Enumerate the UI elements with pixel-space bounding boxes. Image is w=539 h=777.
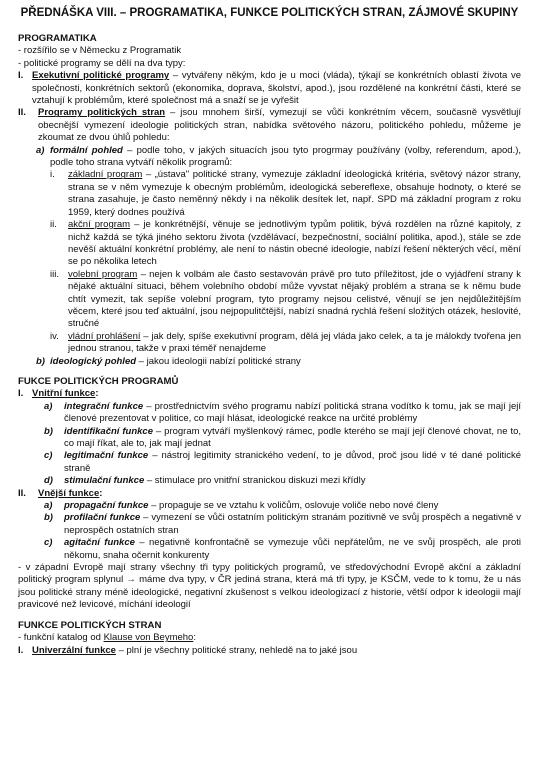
item-marker: II. [18, 487, 26, 499]
item-text: – prostřednictvím svého programu nabízí politická strana vodítko k tomu, jak se mají její členové prezentovat v politice, co mají hlásat, ideologické reakce na určité problémy [64, 400, 521, 425]
line-prefix: - funkční katalog od [18, 632, 104, 644]
item-text: – jak dely, spíše exekutivní program, dělá jej vláda jako celek, a ta je málokdy tvořena jen jednou stranou, takže v praxi téměř nenajdeme [68, 330, 521, 355]
item-body [68, 269, 521, 331]
item-body [64, 450, 521, 475]
letter-item-d [18, 475, 521, 487]
line-suffix: : [193, 632, 196, 644]
letter-item-c [18, 450, 521, 475]
item-marker: c) [44, 450, 53, 462]
page-title: PŘEDNÁŠKA VIII. – PROGRAMATIKA, FUNKCE POLITICKÝCH STRAN, ZÁJMOVÉ SKUPINY [20, 7, 519, 19]
item-text: – propaguje se ve vztahu k voličům, oslovuje voliče nebo nové členy [148, 500, 439, 512]
letter-item-b [18, 512, 521, 537]
sub-item-ii [18, 219, 521, 269]
item-term: propagační funkce [64, 500, 149, 512]
item-term: základní program [68, 169, 143, 181]
item-marker: b) [44, 425, 53, 437]
item-term: legitimační funkce [64, 450, 149, 462]
item-text: : [95, 388, 99, 400]
item-body [68, 169, 521, 219]
letter-item-b [18, 356, 521, 368]
item-marker: I. [18, 70, 24, 82]
item-term: ideologický pohled [50, 355, 137, 367]
letter-item-a [18, 500, 521, 512]
letter-item-b [18, 426, 521, 451]
item-term: Exekutivní politické programy [32, 70, 170, 82]
item-marker: I. [18, 644, 24, 656]
item-term: formální pohled [50, 144, 123, 156]
item-term: volební program [68, 268, 138, 280]
spacer [18, 368, 521, 376]
roman-item-II [18, 488, 521, 500]
item-body [64, 475, 521, 487]
item-text: – stimulace pro vnitřní stranickou diskuzi mezi křídly [144, 475, 366, 487]
item-term: vládní prohlášení [68, 330, 141, 342]
item-text: – plní je všechny politické strany, nehledě na to jaké jsou [115, 644, 358, 656]
item-text: – je konkrétnější, věnuje se jednotlivým typům politik, bývá rozdělen na různé kapitoly, z nichž každá se týká jiného sektoru života (vzdělávací, bezpečnostní, sociální politika, apod.), stále se zde nevěší aktuální konkrétní problémy, ale není to nástin obecné ideologie, nabízí řešení některých věcí, mění se po několika letech [68, 219, 521, 268]
section-heading-funkce-programu: FUKCE POLITICKÝCH PROGRAMŮ [18, 375, 179, 387]
item-body [32, 388, 521, 400]
item-marker: iv. [50, 330, 59, 342]
item-body [68, 219, 521, 269]
item-body [38, 488, 521, 500]
item-text: – jsou mnohem širší, vymezují se vůči konkrétním věcem, současně vysvětlují obecnější vymezení ideologie politických stran, nabídka světového názoru, politického pohledu, můžeme je zkoumat ze dvou úhlů pohledu: [38, 107, 522, 144]
item-term: Vnější funkce [38, 487, 100, 499]
item-marker: i. [50, 169, 55, 181]
item-marker: ii. [50, 219, 57, 231]
item-text: – nejen k volbám ale často sestavován právě pro tuto příležitost, jde o vyjádření strany k nějaké aktuální situaci, během volebního období může vyvstat nějaký problém a strana se k němu bude chtít vymezit, tak sepíše volební program, tyto programy nejsou celistvé, věnují se jen nejdůležitějším věcem, které jsou teď aktuální, jsou nejpopulitčtější, nabízí snadná rychlá řešení složitých otázek, heslovité, stručné [68, 268, 521, 330]
bullet-line: - rozšířilo se v Německu z Programatik [18, 45, 182, 57]
letter-item-c [18, 537, 521, 562]
item-text: – „ústava" politické strany, vymezuje základní ideologická kritéria, světový názor strany, strana se v něm vymezuje k obecným problémům, ideologická sebereflexe, obsahuje hodnoty, o které se strana zasahuje, je často neměnný někdy i na několik desítek let, např. SPD má základní program z roku 1959, který dodnes používá [68, 169, 521, 218]
item-marker: a) [44, 500, 53, 512]
item-marker: II. [18, 107, 26, 119]
bullet-line: - politické programy se dělí na dva typy: [18, 57, 186, 69]
item-term: Programy politických stran [38, 107, 166, 119]
bullet-line [18, 632, 521, 644]
section-heading-funkce-stran: FUNKCE POLITICKÝCH STRAN [18, 619, 162, 631]
item-marker: c) [44, 537, 53, 549]
item-term: integrační funkce [64, 400, 144, 412]
item-text: – vymezení se vůči ostatním politickým stranám pozitivně ve svůj prospěch a negativně v neprospěch ostatních stran [64, 512, 521, 536]
item-marker: a) [36, 144, 45, 156]
item-body [68, 331, 521, 356]
item-text: – vytvářeny někým, kdo je u moci (vláda), týkají se konkrétních oblastí života ve společnosti, konkrétních sektorů (ekonomika, doprava, školství, apod.), jsou rozdělené na konkrétní části, které se vztahují k problémům, které společnost má a snaží se je vyřešit [32, 70, 521, 107]
item-text: – program vytváří myšlenkový rámec, podle kterého se mají její členové chovat, ne to, co mají říkat, ale to, jak mají jednat [64, 425, 522, 449]
letter-item-a [18, 145, 521, 170]
item-body [50, 356, 521, 368]
item-body [32, 645, 521, 657]
item-marker: I. [18, 388, 24, 400]
author-name: Klause von Beymeho [103, 632, 194, 644]
item-body [64, 537, 521, 562]
item-body [50, 145, 521, 170]
item-body [64, 500, 521, 512]
item-marker: d) [44, 475, 53, 487]
item-body [32, 70, 521, 107]
letter-item-a [18, 401, 521, 426]
item-marker: b) [44, 512, 53, 524]
roman-item-I [18, 388, 521, 400]
item-body [38, 107, 521, 144]
item-marker: iii. [50, 268, 59, 280]
item-term: profilační funkce [64, 512, 141, 524]
item-text: – podle toho, v jakých situacích jsou tyto progrmay používány (volby, referendum, apod.), podle toho strana vytváří několik programů: [50, 144, 522, 169]
item-term: agitační funkce [64, 537, 135, 549]
item-term: identifikační funkce [64, 425, 153, 437]
item-term: stimulační funkce [64, 475, 145, 487]
spacer [18, 612, 521, 620]
item-body [64, 426, 521, 451]
section-heading-programatika: PROGRAMATIKA [18, 33, 97, 44]
item-text: – jakou ideologii nabízí politické strany [136, 355, 301, 367]
note-paragraph: - v západní Evropě mají strany všechny tři typy politických programů, ve středovýchodní Evropě akční a základní politický program splynul → máme dva typy, v ČR jediná strana, která má tři typy, je KSČM, vede to k tomu, že u nás jsou politické strany méně ideologické, negativní zkušenost s velkou ideologizací z historie, větší odpor k ideologii mají pravicové než levicové, míchání ideologií [18, 562, 521, 611]
item-text: – negativně konfrontačně se vymezuje vůči nepřátelům, ne ve svůj prospěch, ale proti někomu, snaha očernit konkurenty [64, 537, 521, 561]
sub-item-i [18, 169, 521, 219]
sub-item-iii [18, 269, 521, 331]
item-term: akční program [68, 219, 131, 231]
sub-item-iv [18, 331, 521, 356]
roman-item-I [18, 70, 521, 107]
item-text: – nástroj legitimity stranického vedení, to je důvod, proč jsou lidé v té dané politické straně [64, 450, 521, 474]
item-term: Vnitřní funkce [32, 388, 96, 400]
item-marker: b) [36, 355, 45, 367]
item-body [64, 401, 521, 426]
item-marker: a) [44, 400, 53, 412]
roman-item-II [18, 107, 521, 144]
roman-item-I [18, 645, 521, 657]
item-text: : [99, 487, 103, 499]
item-body [64, 512, 521, 537]
item-term: Univerzální funkce [32, 644, 116, 656]
